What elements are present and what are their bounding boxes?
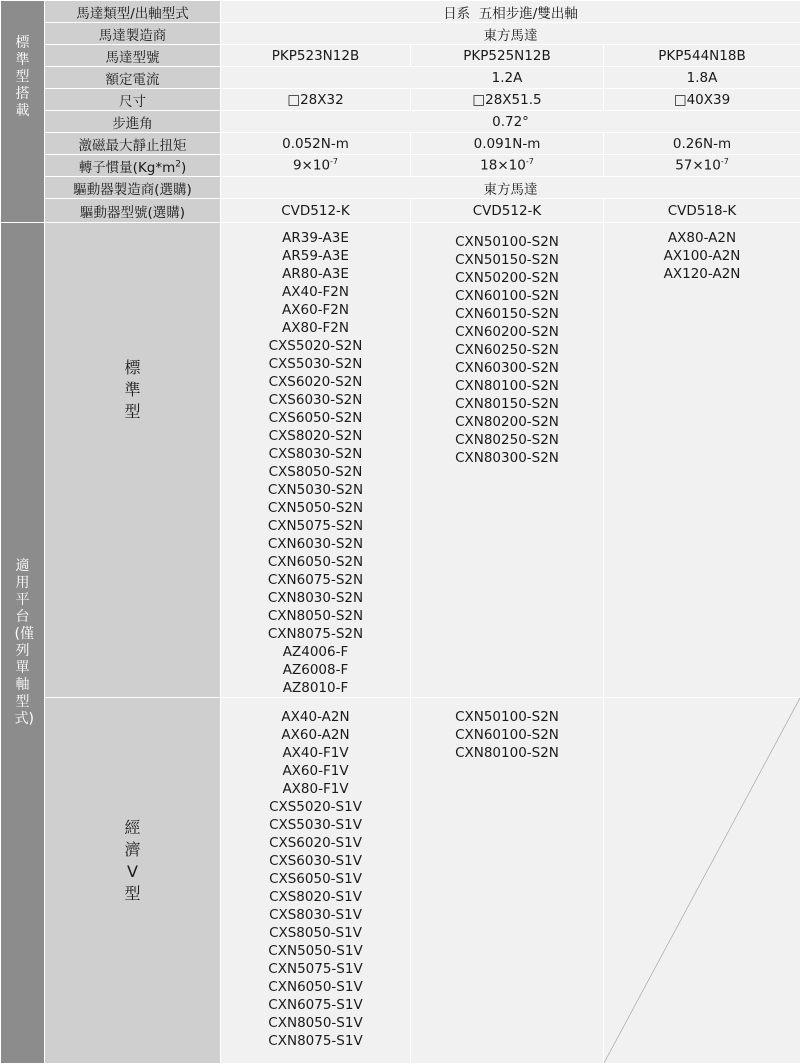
platform-model-item: CXS8020-S2N	[221, 427, 410, 445]
platform-model-item: CXN6050-S1V	[221, 978, 410, 996]
platform-model-item: CXS6020-S1V	[221, 834, 410, 852]
label-maker: 馬達製造商	[45, 23, 221, 45]
platform-model-item: AR39-A3E	[221, 229, 410, 247]
inertia-2: $18\times 10^{-7}$	[411, 155, 604, 177]
platform-model-item: CXS6030-S2N	[221, 391, 410, 409]
platform-model-item: CXS5030-S1V	[221, 816, 410, 834]
platform-model-item: CXN6050-S2N	[221, 553, 410, 571]
platform-model-item: CXN6030-S2N	[221, 535, 410, 553]
platform-model-item: CXN80300-S2N	[411, 449, 603, 467]
model-2: PKP525N12B	[411, 45, 604, 67]
label-platform-economy: 經濟V型	[45, 698, 221, 1064]
row-current	[1, 67, 800, 89]
value-maker: 東方馬達	[221, 23, 800, 45]
platform-model-item: CXN8075-S1V	[221, 1032, 410, 1050]
label-series: 馬達類型/出軸型式	[45, 1, 221, 23]
platform-model-item: CXN5075-S2N	[221, 517, 410, 535]
platform-model-item: CXN6075-S2N	[221, 571, 410, 589]
row-platform-economy	[1, 698, 800, 1064]
platform-model-item: CXN60100-S2N	[411, 726, 603, 744]
platform-model-item: CXN8075-S2N	[221, 625, 410, 643]
platform-model-item: CXN60200-S2N	[411, 323, 603, 341]
platform-model-item: CXS5020-S2N	[221, 337, 410, 355]
platform-model-item: CXS6050-S2N	[221, 409, 410, 427]
platform-model-item: CXN8030-S2N	[221, 589, 410, 607]
platform-model-item: AX40-F1V	[221, 744, 410, 762]
platform-model-item: AX80-F2N	[221, 319, 410, 337]
platform-model-item: AX60-F1V	[221, 762, 410, 780]
model-1: PKP523N12B	[221, 45, 411, 67]
platform-model-item: AX40-A2N	[221, 708, 410, 726]
value-step: 0.72°	[221, 111, 800, 133]
platform-model-item: CXN5050-S1V	[221, 942, 410, 960]
label-step: 步進角	[45, 111, 221, 133]
platform-model-item: CXN50100-S2N	[411, 233, 603, 251]
platform-model-item: CXS6030-S1V	[221, 852, 410, 870]
inertia-3: $57\times 10^{-7}$	[604, 155, 800, 177]
platform-model-item: AX80-F1V	[221, 780, 410, 798]
row-size	[1, 89, 800, 111]
platform-model-item: CXS8020-S1V	[221, 888, 410, 906]
size-2: □28X51.5	[411, 89, 604, 111]
standard-list-3	[604, 223, 800, 698]
platform-model-item: AX80-A2N	[604, 229, 800, 247]
row-torque	[1, 133, 800, 155]
platform-model-item: CXN60100-S2N	[411, 287, 603, 305]
platform-model-item: AX100-A2N	[604, 247, 800, 265]
label-model: 馬達型號	[45, 45, 221, 67]
size-1: □28X32	[221, 89, 411, 111]
label-platform-standard: 標準型	[45, 223, 221, 698]
torque-3: 0.26N-m	[604, 133, 800, 155]
category-platform: 適用平台(僅列單軸型式)	[1, 223, 45, 1064]
platform-model-item: AZ6008-F	[221, 661, 410, 679]
current-1: 1.2A	[221, 67, 604, 89]
row-maker	[1, 23, 800, 45]
label-size: 尺寸	[45, 89, 221, 111]
category-standard: 標準型搭載	[1, 1, 45, 223]
platform-model-item: CXN60300-S2N	[411, 359, 603, 377]
economy-list-1	[221, 698, 411, 1064]
platform-model-item: CXS8030-S1V	[221, 906, 410, 924]
label-current: 額定電流	[45, 67, 221, 89]
economy-list-3-empty	[604, 698, 800, 1064]
platform-model-item: CXN8050-S2N	[221, 607, 410, 625]
platform-model-item: CXN5050-S2N	[221, 499, 410, 517]
row-platform-standard	[1, 223, 800, 698]
platform-model-item: CXS6020-S2N	[221, 373, 410, 391]
platform-model-item: CXS5020-S1V	[221, 798, 410, 816]
platform-model-item: AR80-A3E	[221, 265, 410, 283]
driver-3: CVD518-K	[604, 199, 800, 223]
row-model	[1, 45, 800, 67]
platform-model-item: CXN8050-S1V	[221, 1014, 410, 1032]
platform-model-item: CXN50100-S2N	[411, 708, 603, 726]
platform-model-item: AZ8010-F	[221, 679, 410, 697]
torque-2: 0.091N-m	[411, 133, 604, 155]
platform-model-item: CXN6075-S1V	[221, 996, 410, 1014]
platform-model-item: CXN5075-S1V	[221, 960, 410, 978]
platform-model-item: AZ4006-F	[221, 643, 410, 661]
model-3: PKP544N18B	[604, 45, 800, 67]
label-driver-maker: 驅動器製造商(選購)	[45, 177, 221, 199]
platform-model-item: CXS8050-S2N	[221, 463, 410, 481]
label-driver-model: 驅動器型號(選購)	[45, 199, 221, 223]
value-driver-maker: 東方馬達	[221, 177, 800, 199]
platform-model-item: CXS6050-S1V	[221, 870, 410, 888]
not-applicable-slash	[604, 698, 800, 1063]
platform-model-item: AX60-A2N	[221, 726, 410, 744]
driver-1: CVD512-K	[221, 199, 411, 223]
label-inertia: 轉子慣量$(Kg*m^2)$	[45, 155, 221, 177]
platform-model-item: CXN50200-S2N	[411, 269, 603, 287]
row-inertia	[1, 155, 800, 177]
economy-list-2	[411, 698, 604, 1064]
row-step	[1, 111, 800, 133]
platform-model-item: AR59-A3E	[221, 247, 410, 265]
platform-model-item: CXN80250-S2N	[411, 431, 603, 449]
size-3: □40X39	[604, 89, 800, 111]
torque-1: 0.052N-m	[221, 133, 411, 155]
platform-model-item: CXS5030-S2N	[221, 355, 410, 373]
row-driver-maker	[1, 177, 800, 199]
standard-list-1	[221, 223, 411, 698]
row-series	[1, 1, 800, 23]
platform-model-item: AX120-A2N	[604, 265, 800, 283]
standard-list-2	[411, 223, 604, 698]
current-3: 1.8A	[604, 67, 800, 89]
platform-model-item: CXN80200-S2N	[411, 413, 603, 431]
platform-model-item: CXN80100-S2N	[411, 377, 603, 395]
platform-model-item: CXN80100-S2N	[411, 744, 603, 762]
inertia-1: $9\times 10^{-7}$	[221, 155, 411, 177]
platform-model-item: AX40-F2N	[221, 283, 410, 301]
label-torque: 激磁最大靜止扭矩	[45, 133, 221, 155]
platform-model-item: CXN5030-S2N	[221, 481, 410, 499]
driver-2: CVD512-K	[411, 199, 604, 223]
platform-model-item: CXN60250-S2N	[411, 341, 603, 359]
platform-model-item: CXN60150-S2N	[411, 305, 603, 323]
row-driver-model	[1, 199, 800, 223]
platform-model-item: CXS8030-S2N	[221, 445, 410, 463]
platform-model-item: CXN80150-S2N	[411, 395, 603, 413]
value-series: 日系 五相步進/雙出軸	[221, 1, 800, 23]
platform-model-item: AX60-F2N	[221, 301, 410, 319]
platform-model-item: CXN50150-S2N	[411, 251, 603, 269]
platform-model-item: CXS8050-S1V	[221, 924, 410, 942]
